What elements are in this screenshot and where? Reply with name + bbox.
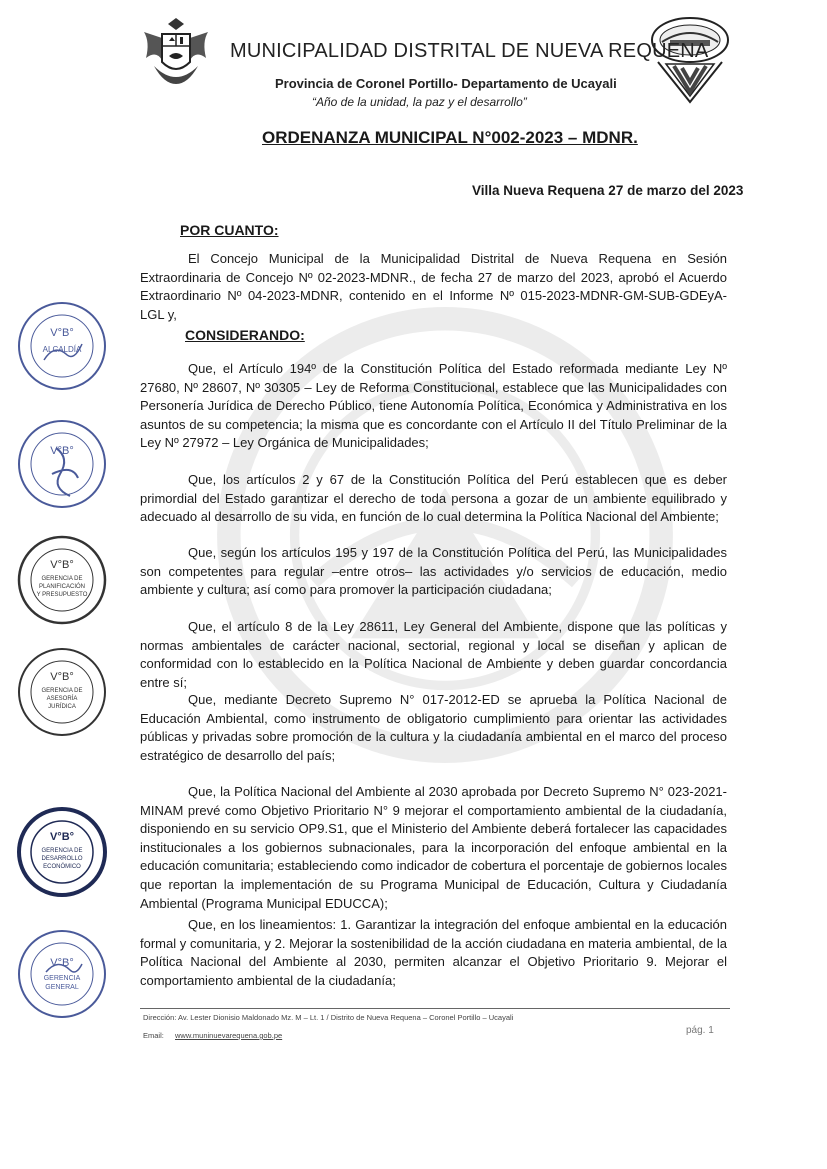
stamp-line: ECONÓMICO [43,864,81,870]
stamp-vb: V°B° [49,831,75,843]
stamp-line: GERENCIA DE [41,576,83,582]
por-cuanto-heading: POR CUANTO: [180,222,279,238]
visto-bueno-stamp-icon [16,418,108,510]
por-cuanto-paragraph: El Concejo Municipal de la Municipalidad Distrital de Nueva Requena en Sesión Extraordinaria de Concejo Nº 02-2023-MDNR., de fecha 27 de marzo del 2023, aprobó el Acuerdo Extraordinario Nº 04-2023-MDNR, contenido en el Informe Nº 015-2023-MDNR-GM-SUB-GDEyA-LGL y, [140,251,727,322]
considerando-paragraph-3: Que, según los artículos 195 y 197 de la Constitución Política del Perú, las Municipalidades son competentes para regular –entre otros– las actividades y/o servicios de educación, medio ambiente y cultura; así como para promover la participación ciudadana; [140,545,727,598]
page-number: pág. 1 [686,1025,714,1036]
considerando-paragraph-5: Que, mediante Decreto Supremo N° 017-2012-ED se aprueba la Política Nacional de Educación Ambiental, como instrumento de obligatorio cumplimiento para orientar las actividades públicas y privadas sobre promoción de la cultura y la ciudadanía ambiental en el marco del proceso estratégico de desarrollo del país; [140,692,727,763]
considerando-paragraph-4: Que, el artículo 8 de la Ley 28611, Ley General del Ambiente, dispone que las políticas y normas ambientales de carácter nacional, sectorial, regional y local se diseñan y aplican de conformidad con lo establecido en la Política Nacional de Ambiente y deben guardar concordancia entre sí; [140,619,727,690]
stamp-vb: V°B° [50,327,74,339]
considerando-paragraph-1: Que, el Artículo 194º de la Constitución Política del Estado reformada mediante Ley Nº 27680, Nº 28607, Nº 30305 – Ley de Reforma Constitucional, establece que las Municipalidades con Personería Jurídica de Derecho Público, tiene Autonomía Política, Económica y Administrativa en los asuntos de su competencia; la misma que es concordante con el Artículo II del Título Preliminar de la Ley Nº 27972 – Ley Orgánica de Municipalidades; [140,361,727,451]
stamp-line: Y PRESUPUESTO [36,592,88,598]
visto-bueno-stamp-icon [16,928,108,1020]
stamp-line: DESARROLLO [41,856,83,862]
considerando-heading: CONSIDERANDO: [185,327,305,343]
stamp-vb: V°B° [50,445,74,457]
stamp-line: GENERAL [45,984,79,991]
visto-bueno-stamp-icon [16,646,108,738]
considerando-paragraph-7: Que, en los lineamientos: 1. Garantizar la integración del enfoque ambiental en la educación formal y comunitaria, y 2. Mejorar la sostenibilidad de la acción ciudadana en materia ambiental, de la Política Nacional del Ambiente al 2030, permiten alcanzar el Objetivo Prioritario 9. Mejorar el comportamiento ambiental de la ciudadanía; [140,917,727,988]
considerando-paragraph-6: Que, la Política Nacional del Ambiente al 2030 aprobada por Decreto Supremo N° 023-2021-MINAM prevé como Objetivo Prioritario N° 9 mejorar el comportamiento ambiental de la ciudadanía, disponiendo en su servicio OP9.S1, que el Ministerio del Ambiente deberá fortalecer las capacidades institucionales a los gobiernos subnacionales, para la incorporación del enfoque ambiental en la educación comunitaria; estableciendo como indicador de cobertura el porcentaje de gobiernos locales que reportan la implementación de su Programa Municipal de Educación, Cultura y Ciudadanía Ambiental (Programa Municipal EDUCCA); [140,784,727,911]
stamp-line: GERENCIA [43,975,81,982]
stamp-line: GERENCIA DE [41,848,83,854]
stamp-line: ASESORÍA [46,696,78,702]
stamp-line: GERENCIA DE [41,688,83,694]
stamp-vb: V°B° [50,957,74,969]
footer-email-label: Email: [143,1031,164,1040]
stamp-line: JURÍDICA [48,704,76,710]
footer-divider [140,1008,730,1009]
footer-address: Dirección: Av. Lester Dionisio Maldonado Mz. M – Lt. 1 / Distrito de Nueva Requena – Coronel Portillo – Ucayali [143,1013,514,1022]
considerando-paragraph-2: Que, los artículos 2 y 67 de la Constitución Política del Perú establecen que es deber primordial del Estado garantizar el derecho de toda persona a gozar de un ambiente equilibrado y adecuado al desarrollo de su vida, en función de lo cual determina la Política Nacional del Ambiente; [140,472,727,525]
peru-coat-of-arms-icon [136,14,216,94]
place-date: Villa Nueva Requena 27 de marzo del 2023 [472,183,744,198]
province-line: Provincia de Coronel Portillo- Departamento de Ucayali [275,76,617,91]
visto-bueno-stamp-icon [16,806,108,898]
document-title: ORDENANZA MUNICIPAL N°002-2023 – MDNR. [262,128,638,147]
visto-bueno-stamp-icon [16,300,108,392]
year-motto: “Año de la unidad, la paz y el desarrollo” [312,95,527,109]
visto-bueno-stamp-icon [16,534,108,626]
footer-email-link[interactable]: www.muninuevarequena.gob.pe [175,1031,283,1040]
stamp-vb: V°B° [50,671,74,683]
stamp-line: ALCALDÍA [42,345,82,354]
stamp-line: PLANIFICACIÓN [38,584,86,590]
stamp-vb: V°B° [50,559,74,571]
municipality-name: MUNICIPALIDAD DISTRITAL DE NUEVA REQUENA [230,40,709,62]
